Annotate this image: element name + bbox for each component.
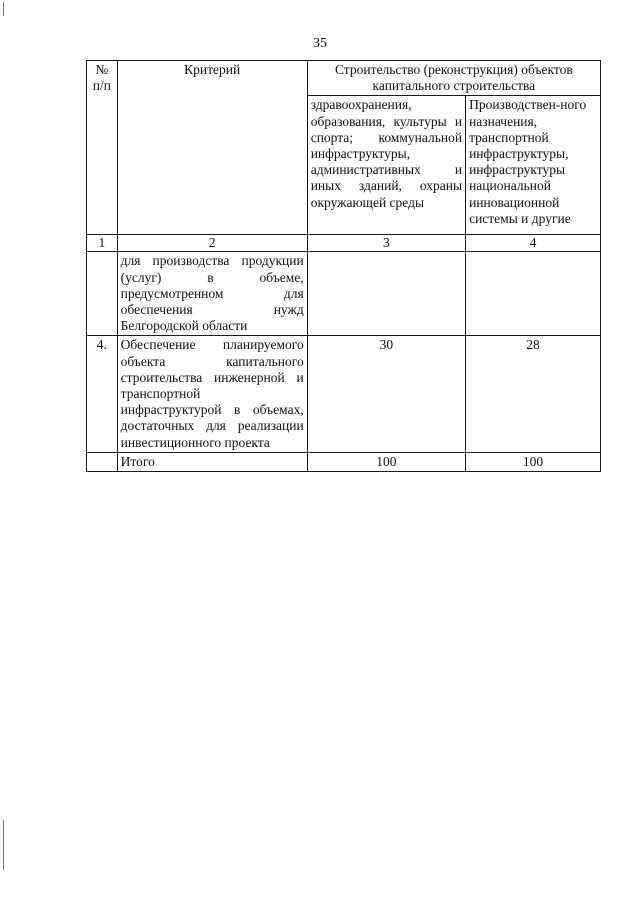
header-criterion: Критерий <box>117 61 307 235</box>
header-col3: здравоохранения, образования, культуры и спорта; коммунальной инфраструктуры, административных и иных зданий, охраны окружающей среды <box>307 96 465 235</box>
column-numbers-row <box>87 235 601 252</box>
row-criterion: Обеспечение планируемого объекта капитального строительства инженерной и транспортной инфраструктурой в объемах, достаточных для реализации инвестиционного проекта <box>117 336 307 452</box>
row-col3 <box>307 252 465 336</box>
table-row <box>87 252 601 336</box>
row-col4: 28 <box>466 336 601 452</box>
column-number: 1 <box>87 235 118 252</box>
column-number: 3 <box>307 235 465 252</box>
total-label: Итого <box>117 452 307 471</box>
column-number: 4 <box>466 235 601 252</box>
row-num <box>87 252 118 336</box>
row-criterion: для производства продукции (услуг) в объеме, предусмотренном для обеспечения нужд Белгородской области <box>117 252 307 336</box>
margin-mark-top <box>3 2 4 16</box>
header-num: № п/п <box>87 61 118 235</box>
row-num: 4. <box>87 336 118 452</box>
margin-mark-bottom <box>3 820 4 870</box>
page-number: 35 <box>313 36 327 51</box>
row-col4 <box>466 252 601 336</box>
total-col4: 100 <box>466 452 601 471</box>
criteria-table <box>86 60 601 472</box>
table-row <box>87 336 601 452</box>
total-row <box>87 452 601 471</box>
header-col4: Производствен-ного назначения, транспортной инфраструктуры, инфраструктуры национальной инновационной системы и другие <box>466 96 601 235</box>
header-row <box>87 61 601 96</box>
total-col3: 100 <box>307 452 465 471</box>
column-number: 2 <box>117 235 307 252</box>
total-num <box>87 452 118 471</box>
row-col3: 30 <box>307 336 465 452</box>
header-group: Строительство (реконструкция) объектов капитального строительства <box>307 61 600 96</box>
